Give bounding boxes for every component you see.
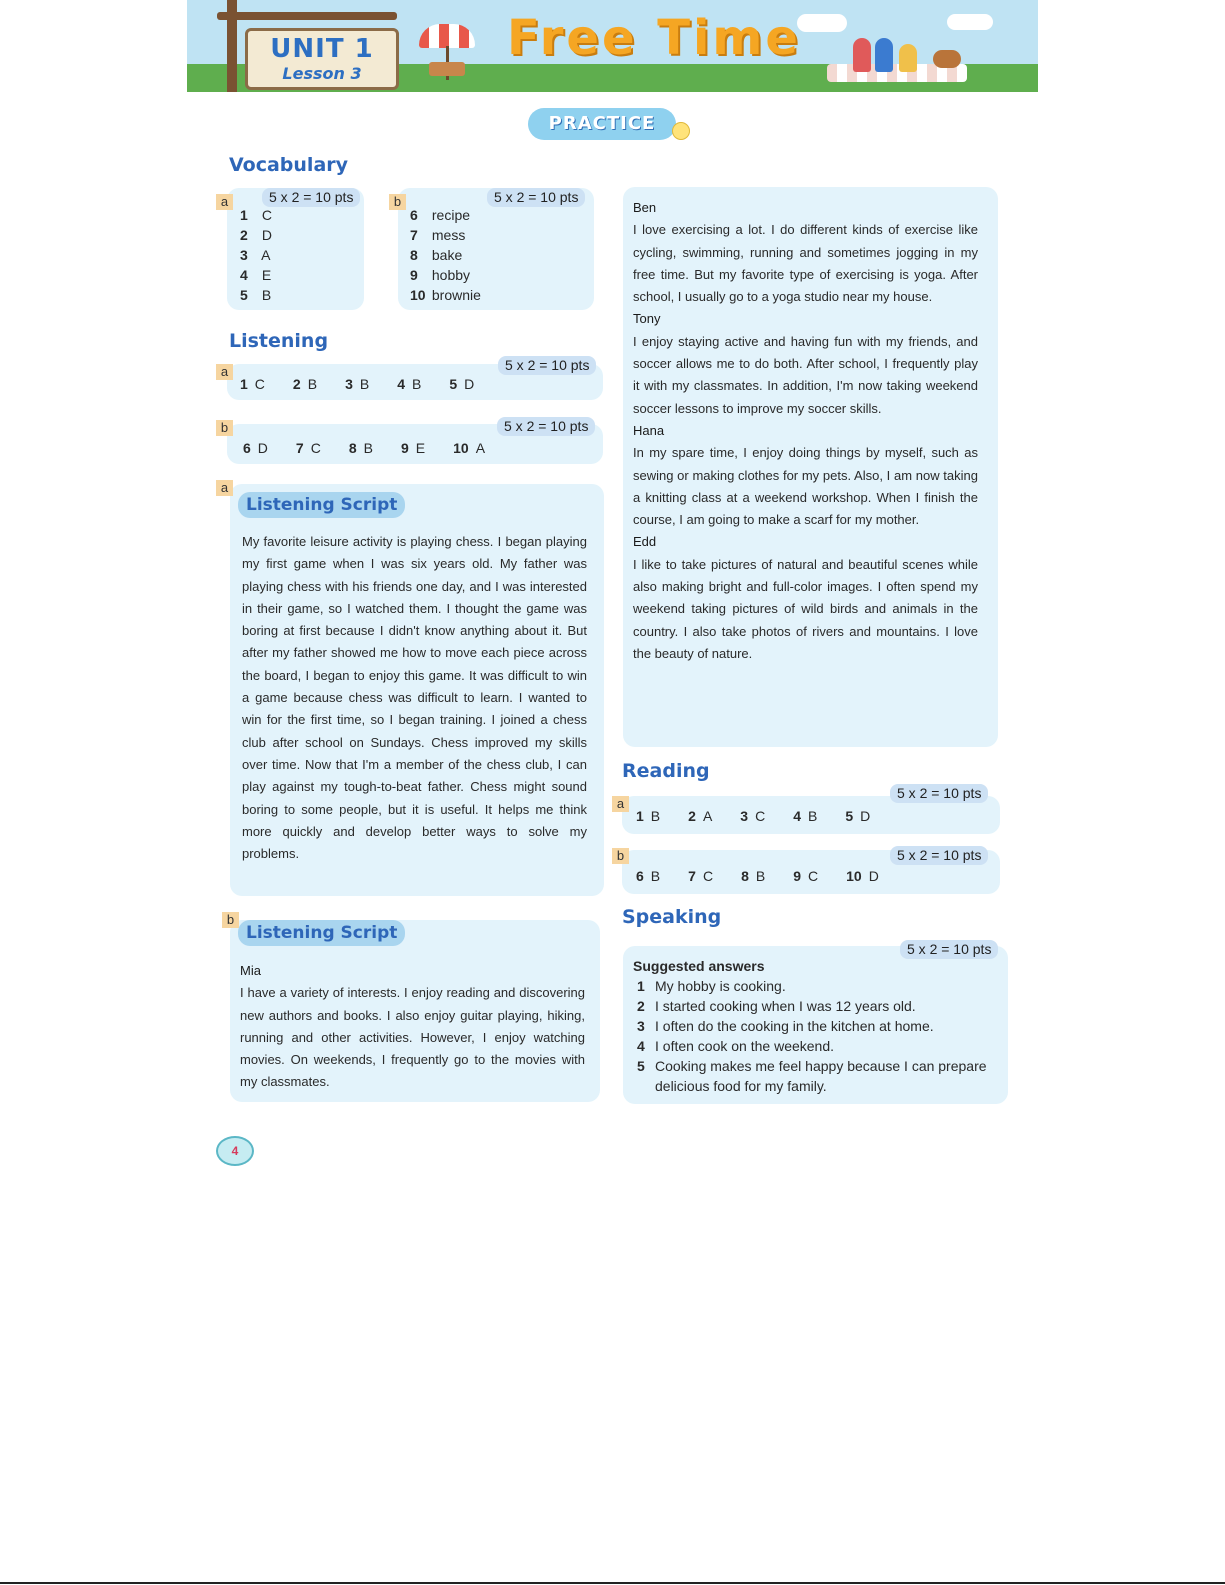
answer-number: 1 bbox=[240, 376, 248, 392]
answer-value: hobby bbox=[428, 267, 471, 283]
points-badge: 5 x 2 = 10 pts bbox=[487, 188, 585, 207]
answer-value: E bbox=[258, 267, 272, 283]
signpost-beam bbox=[217, 12, 397, 20]
answer-value: B bbox=[650, 868, 661, 884]
answer-item bbox=[741, 868, 783, 884]
answer-item bbox=[296, 440, 339, 456]
answer-number: 2 bbox=[292, 376, 301, 392]
points-badge: 5 x 2 = 10 pts bbox=[890, 784, 988, 803]
answer-number: 5 bbox=[449, 376, 458, 392]
answer-value: D bbox=[868, 868, 879, 884]
answer-number: 7 bbox=[688, 868, 696, 884]
answer-number: 9 bbox=[793, 868, 801, 884]
speaker-text: I enjoy staying active and having fun with my friends, and soccer allows me to do both. After school, I frequently play it with my classmates. In addition, I'm now taking weekend soccer lessons to improve my soccer skills. bbox=[633, 333, 978, 416]
answer-number: 2 bbox=[240, 227, 248, 243]
speaker-name: Mia bbox=[240, 963, 261, 978]
section-tag: a bbox=[612, 796, 629, 812]
answer-value: B bbox=[808, 808, 818, 824]
practice-label: PRACTICE bbox=[528, 108, 676, 140]
answer-value: C bbox=[702, 868, 714, 884]
answer-number: 4 bbox=[793, 808, 801, 824]
unit-sign bbox=[245, 28, 399, 90]
speaker-name: Ben bbox=[633, 200, 657, 215]
answer-number: 6 bbox=[410, 207, 418, 223]
speaking-answers bbox=[633, 956, 1003, 1096]
answer-number: 5 bbox=[637, 1058, 645, 1074]
answer-value: D bbox=[258, 227, 272, 243]
answer-value: bake bbox=[428, 247, 463, 263]
points-badge: 5 x 2 = 10 pts bbox=[890, 846, 988, 865]
speaker-blocks bbox=[633, 197, 978, 665]
answer-value: brownie bbox=[428, 287, 481, 303]
vocabulary-a-answers bbox=[240, 205, 272, 305]
section-tag: a bbox=[216, 364, 233, 380]
points-badge: 5 x 2 = 10 pts bbox=[498, 356, 596, 375]
vocabulary-heading: Vocabulary bbox=[229, 154, 349, 176]
answer-value: A bbox=[702, 808, 713, 824]
answer-item bbox=[240, 205, 272, 225]
answer-number: 7 bbox=[295, 440, 304, 456]
picnic-illustration bbox=[827, 34, 967, 84]
section-tag: b bbox=[389, 194, 406, 210]
answer-item bbox=[846, 868, 897, 884]
answer-value: B bbox=[650, 808, 661, 824]
listening-script-b-title: Listening Script bbox=[238, 920, 405, 946]
speaker-block-mia bbox=[240, 960, 585, 1094]
answer-item bbox=[401, 440, 443, 456]
suggested-answers-label: Suggested answers bbox=[633, 958, 765, 974]
answer-value: B bbox=[307, 376, 318, 392]
lesson-label: Lesson 3 bbox=[282, 64, 362, 83]
listening-a-answers bbox=[240, 374, 502, 394]
answer-number: 3 bbox=[240, 247, 248, 263]
speaker-text: In my spare time, I enjoy doing things by myself, such as sewing or making clothes for my pets. Also, I am now taking a knitting class at a weekend workshop. When I finish the course, I am going to make a scarf for my mother. bbox=[633, 445, 978, 528]
answer-item bbox=[740, 808, 783, 824]
answer-item bbox=[243, 440, 286, 456]
answer-item bbox=[688, 868, 731, 884]
answer-number: 6 bbox=[636, 868, 644, 884]
answer-value: D bbox=[860, 808, 871, 824]
page-title: Free Time bbox=[507, 10, 801, 66]
reading-heading: Reading bbox=[622, 760, 710, 782]
answer-value: B bbox=[363, 440, 373, 456]
answer-item bbox=[410, 245, 481, 265]
answer-number: 8 bbox=[741, 868, 749, 884]
points-badge: 5 x 2 = 10 pts bbox=[497, 417, 595, 436]
person-illustration bbox=[899, 44, 917, 72]
speaker-text: I love exercising a lot. I do different kinds of exercise like cycling, swimming, running and sometimes jogging in my free time. But my favorite type of exercising is yoga. After school, I usually go to a yoga studio near my house. bbox=[633, 222, 978, 305]
answer-value: A bbox=[258, 247, 271, 263]
answer-number: 10 bbox=[846, 868, 862, 884]
speaker-name: Hana bbox=[633, 422, 665, 438]
answer-number: 1 bbox=[637, 978, 645, 994]
answer-number: 3 bbox=[637, 1018, 645, 1034]
answer-item bbox=[410, 265, 481, 285]
lightbulb-icon bbox=[672, 122, 690, 140]
unit-banner bbox=[187, 0, 1038, 92]
answer-item bbox=[240, 225, 272, 245]
table-illustration bbox=[429, 62, 465, 76]
answer-item bbox=[449, 376, 492, 392]
section-tag: b bbox=[216, 420, 233, 436]
answer-item bbox=[410, 205, 481, 225]
answer-value: C bbox=[258, 207, 272, 223]
answer-value: C bbox=[310, 440, 321, 456]
speaker-name: Edd bbox=[633, 534, 657, 550]
listening-heading: Listening bbox=[229, 330, 329, 352]
answer-item bbox=[240, 285, 272, 305]
page-number: 4 bbox=[216, 1136, 254, 1166]
answer-number: 10 bbox=[453, 440, 469, 456]
speaking-heading: Speaking bbox=[622, 906, 722, 928]
answer-value: B bbox=[258, 287, 272, 303]
answer-text: I often do the cooking in the kitchen at home. bbox=[655, 1018, 934, 1034]
answer-item bbox=[349, 440, 391, 456]
answer-value: B bbox=[359, 376, 370, 392]
listening-script-a-title: Listening Script bbox=[238, 492, 405, 518]
points-badge: 5 x 2 = 10 pts bbox=[262, 188, 360, 207]
reading-a-answers bbox=[636, 806, 898, 826]
answer-value: C bbox=[755, 808, 766, 824]
answer-item bbox=[240, 265, 272, 285]
section-tag: a bbox=[216, 480, 233, 496]
answer-number: 1 bbox=[240, 207, 248, 223]
section-tag: b bbox=[222, 912, 239, 928]
speaker-name: Tony bbox=[633, 311, 661, 327]
suggested-answer bbox=[633, 1036, 1003, 1056]
answer-value: C bbox=[254, 376, 265, 392]
answer-number: 6 bbox=[243, 440, 251, 456]
answer-number: 4 bbox=[240, 267, 248, 283]
answer-value: mess bbox=[428, 227, 466, 243]
answer-number: 8 bbox=[348, 440, 357, 456]
cloud-decoration bbox=[797, 14, 847, 32]
answer-item bbox=[453, 440, 503, 456]
vocabulary-b-answers bbox=[410, 205, 481, 305]
suggested-answer bbox=[633, 1016, 1003, 1036]
dog-illustration bbox=[933, 50, 961, 68]
answer-number: 7 bbox=[410, 227, 418, 243]
answer-item bbox=[793, 868, 836, 884]
answer-item bbox=[845, 808, 888, 824]
points-badge: 5 x 2 = 10 pts bbox=[900, 940, 998, 959]
answer-number: 2 bbox=[637, 998, 645, 1014]
answer-item bbox=[397, 376, 439, 392]
page-bottom-border bbox=[0, 1582, 1225, 1584]
answer-item bbox=[636, 808, 678, 824]
answer-number: 8 bbox=[410, 247, 418, 263]
answer-item bbox=[293, 376, 335, 392]
answer-number: 5 bbox=[845, 808, 854, 824]
speaker-text: I have a variety of interests. I enjoy reading and discovering new authors and books. I also enjoy guitar playing, hiking, running and other activities. However, I enjoy watching movies. On weekends, I frequently go to the movies with my classmates. bbox=[240, 985, 585, 1090]
answer-number: 4 bbox=[397, 376, 405, 392]
answer-number: 3 bbox=[345, 376, 353, 392]
answer-item bbox=[345, 376, 387, 392]
person-illustration bbox=[853, 38, 871, 72]
person-illustration bbox=[875, 38, 893, 72]
speaker-text: I like to take pictures of natural and beautiful scenes while also making bright and full-color images. I often spend my weekend taking pictures of wild birds and animals in the country. I also take photos of rivers and mountains. I love the beauty of nature. bbox=[633, 556, 978, 661]
cloud-decoration bbox=[947, 14, 993, 30]
answer-item bbox=[793, 808, 835, 824]
answer-number: 9 bbox=[410, 267, 418, 283]
answer-value: A bbox=[475, 440, 486, 456]
answer-item bbox=[240, 245, 272, 265]
listening-script-a-text: My favorite leisure activity is playing chess. I began playing my first game when I was six years old. My father was playing chess with his friends one day, and I was interested in their game, so I watched them. I thought the game was boring at first because I didn't know anything about it. But after my father showed me how to move each piece across the board, I began to enjoy this game. It was difficult to win a game because chess was difficult to learn. I wanted to win for the first time, so I began training. I joined a chess club after school on Sundays. Chess improved my skills over time. Now that I'm a member of the chess club, I can play against my tough-to-beat father. Chess might sound boring to some people, but it is useful. It helps me think more quickly and develop better ways to solve my problems. bbox=[242, 534, 587, 862]
answer-number: 3 bbox=[740, 808, 749, 824]
answer-item bbox=[688, 808, 730, 824]
section-tag: b bbox=[612, 848, 629, 864]
answer-text: I started cooking when I was 12 years old. bbox=[655, 998, 916, 1014]
answer-item bbox=[410, 225, 481, 245]
answer-number: 4 bbox=[637, 1038, 645, 1054]
answer-number: 2 bbox=[688, 808, 696, 824]
answer-number: 9 bbox=[400, 440, 409, 456]
answer-value: D bbox=[257, 440, 268, 456]
signpost-pole bbox=[227, 0, 237, 92]
listening-b-answers bbox=[243, 438, 513, 458]
answer-value: recipe bbox=[428, 207, 471, 223]
answer-value: D bbox=[464, 376, 475, 392]
umbrella-illustration bbox=[419, 24, 475, 48]
suggested-answer bbox=[633, 976, 1003, 996]
answer-item bbox=[636, 868, 678, 884]
answer-item bbox=[240, 376, 283, 392]
answer-value: E bbox=[415, 440, 426, 456]
section-tag: a bbox=[216, 194, 233, 210]
answer-number: 1 bbox=[636, 808, 644, 824]
unit-label: UNIT 1 bbox=[270, 34, 374, 64]
reading-b-answers bbox=[636, 866, 907, 886]
answer-value: B bbox=[755, 868, 766, 884]
suggested-answer bbox=[633, 996, 1003, 1016]
answer-number: 10 bbox=[410, 287, 426, 303]
answer-number: 5 bbox=[240, 287, 248, 303]
answer-text: Cooking makes me feel happy because I can prepare delicious food for my family. bbox=[655, 1058, 987, 1094]
answer-value: B bbox=[412, 376, 422, 392]
answer-item bbox=[410, 285, 481, 305]
suggested-answer bbox=[633, 1056, 1003, 1096]
answer-text: I often cook on the weekend. bbox=[655, 1038, 835, 1054]
answer-value: C bbox=[808, 868, 819, 884]
answer-text: My hobby is cooking. bbox=[655, 978, 786, 994]
